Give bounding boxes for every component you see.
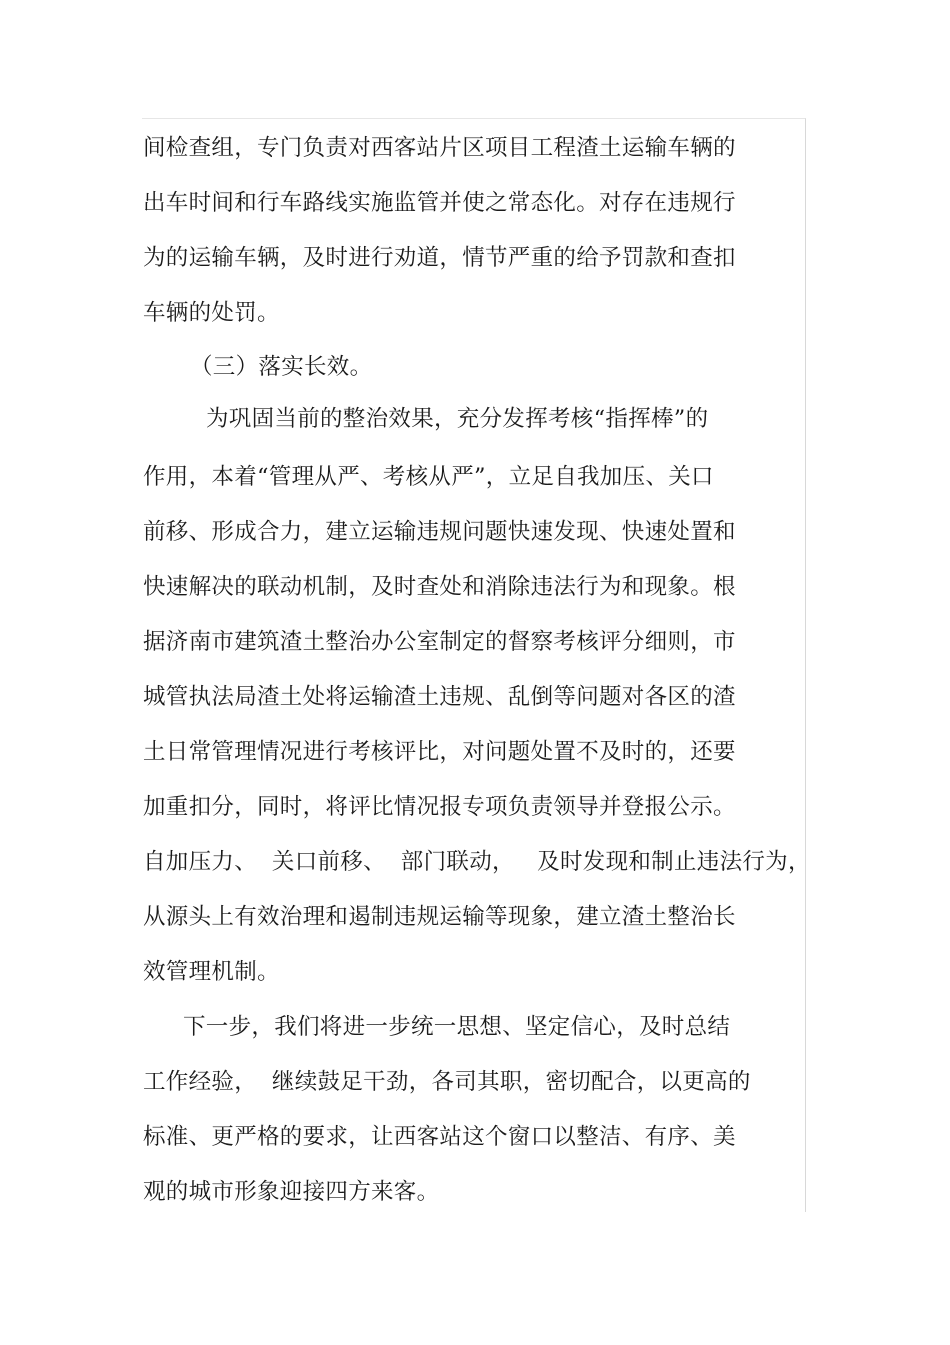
page-border <box>142 118 806 1212</box>
text-line: 自加压力、 关口前移、 部门联动， 及时发现和制止违法行为， <box>143 849 811 875</box>
text-line: 快速解决的联动机制，及时查处和消除违法行为和现象。根 <box>143 574 736 600</box>
text-line: 间检查组，专门负责对西客站片区项目工程渣土运输车辆的 <box>143 135 736 161</box>
text-line: 下一步，我们将进一步统一思想、坚定信心，及时总结 <box>183 1014 731 1040</box>
text-line: 工作经验， 继续鼓足干劲，各司其职，密切配合，以更高的 <box>143 1069 751 1095</box>
text-line: 作用，本着“管理从严、考核从严”，立足自我加压、关口 <box>143 464 714 490</box>
text-line: 城管执法局渣土处将运输渣土违规、乱倒等问题对各区的渣 <box>143 684 736 710</box>
text-line: 效管理机制。 <box>143 959 280 985</box>
text-line: 标准、更严格的要求，让西客站这个窗口以整洁、有序、美 <box>143 1124 736 1150</box>
text-line: 土日常管理情况进行考核评比，对问题处置不及时的，还要 <box>143 739 736 765</box>
text-line: 为的运输车辆，及时进行劝道，情节严重的给予罚款和查扣 <box>143 245 736 271</box>
text-line: 从源头上有效治理和遏制违规运输等现象，建立渣土整治长 <box>143 904 736 930</box>
text-line: 出车时间和行车路线实施监管并使之常态化。对存在违规行 <box>143 190 736 216</box>
text-line: 加重扣分，同时，将评比情况报专项负责领导并登报公示。 <box>143 794 736 820</box>
text-line: 前移、形成合力，建立运输违规问题快速发现、快速处置和 <box>143 519 736 545</box>
text-line: 为巩固当前的整治效果，充分发挥考核“指挥棒”的 <box>206 406 709 432</box>
text-line: 据济南市建筑渣土整治办公室制定的督察考核评分细则，市 <box>143 629 736 655</box>
section-heading: （三）落实长效。 <box>190 354 373 380</box>
text-line: 车辆的处罚。 <box>143 300 280 326</box>
text-line: 观的城市形象迎接四方来客。 <box>143 1179 440 1205</box>
